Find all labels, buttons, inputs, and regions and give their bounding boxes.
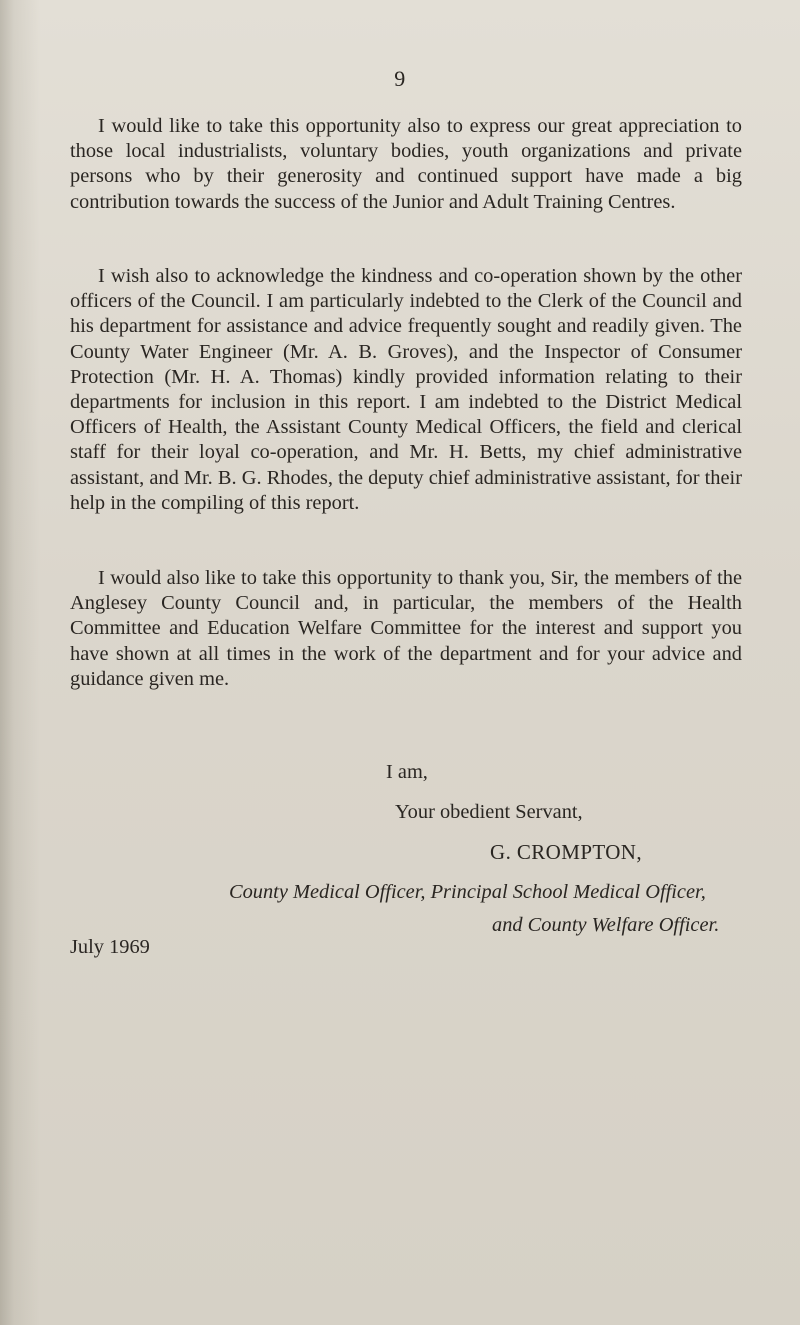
document-date: July 1969	[70, 936, 150, 958]
closing-servant: Your obedient Servant,	[395, 801, 583, 823]
paragraph-thanks: I would also like to take this opportunity to thank you, Sir, the members of the Anglesey County Council and, in particular, the members of the Health Committee and Education Welfare Committee for the interest and support you have shown at all times in the work of the department and for your advice and guidance given me.	[70, 567, 742, 690]
signature-title-line-2: and County Welfare Officer.	[492, 914, 720, 936]
signature-title-line-1: County Medical Officer, Principal School Medical Officer,	[229, 881, 706, 903]
page-number: 9	[394, 66, 406, 91]
paragraph-acknowledgement: I wish also to acknowledge the kindness and co-operation shown by the other officers of the Council. I am particularly indebted to the Clerk of the Council and his department for assistance and advice frequently sought and readily given. The County Water Engineer (Mr. A. B. Groves), and the Inspector of Consumer Protection (Mr. H. A. Thomas) kindly provided information relating to their departments for inclusion in this report. I am indebted to the District Medical Officers of Health, the Assistant County Medical Officers, the field and clerical staff for their loyal co-operation, and Mr. H. Betts, my chief administrative assistant, and Mr. B. G. Rhodes, the deputy chief administrative assistant, for their help in the compiling of this report.	[70, 265, 742, 514]
signature-name: G. CROMPTON,	[490, 840, 643, 864]
closing-salutation: I am,	[386, 761, 428, 783]
paragraph-appreciation: I would like to take this opportunity also to express our great appreciation to those local industrialists, voluntary bodies, youth organizations and private persons who by their generosity and continued support have made a big contribution towards the success of the Junior and Adult Training Centres.	[70, 115, 742, 213]
